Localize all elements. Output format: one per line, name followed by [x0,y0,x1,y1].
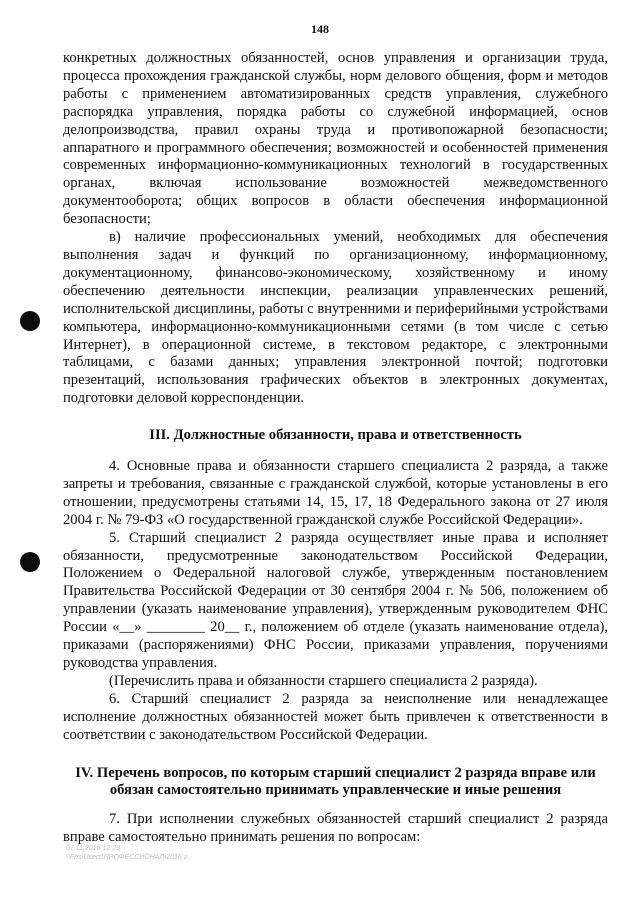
binder-hole-mark [20,552,40,572]
paragraph-item-v: в) наличие профессиональных умений, необходимых для обеспечения выполнения задач и функций по организационному, информационному, документационному, финансово-экономическому, хозяйственному и иному обеспечению деятельности инспекции, реализации управленческих решений, исполнительской дисциплины, работы с внутренними и периферийными устройствами компьютера, информационно-коммуникационными сетями (в том числе с сетью Интернет), в операционной системе, в текстовом редакторе, с электронными таблицами, с базами данных; управления электронной почтой; подготовки презентаций, использования графических объектов в электронных документах, подготовки деловой корреспонденции. [63,229,608,407]
paragraph-note: (Перечислить права и обязанности старшего специалиста 2 разряда). [109,672,538,689]
section-heading-iv-line1: IV. Перечень вопросов, по которым старший специалист 2 разряда вправе или [75,764,596,781]
paragraph-7: 7. При исполнении служебных обязанностей старший специалист 2 разряда вправе самостоятельно принимать решения по вопросам: [63,811,608,846]
paragraph-6: 6. Старший специалист 2 разряда за неисполнение или ненадлежащее исполнение должностных обязанностей может быть привлечен к ответственности в соответствии с законодательством Российской Федерации. [63,690,608,743]
document-body [63,50,608,847]
paragraph-continuation: конкретных должностных обязанностей, основ управления и организации труда, процесса прохождения гражданской службы, норм делового общения, форм и методов работы с применением автоматизированных средств управления, служебного распорядка управления, порядка работы со служебной информацией, основ делопроизводства, правил охраны труда и противопожарной безопасности; аппаратного и программного обеспечения; возможностей и особенностей применения современных информационно-коммуникационных технологий в государственных органах, включая использование возможностей межведомственного документооборота; общих вопросов в области обеспечения информационной безопасности; [63,50,608,228]
paragraph-5: 5. Старший специалист 2 разряда осуществляет иные права и исполняет обязанности, предусмотренные законодательством Российской Федерации, Положением о Федеральной налоговой службе, утвержденным постановлением Правительства Российской Федерации от 30 сентября 2004 г. № 506, положением об управлении (указать наименование управления), утвержденным руководителем ФНС России «__» ________ 20__ г., положением об отделе (указать наименование отдела), приказами (распоряжениями) ФНС России, приказами управления, поручениями руководства управления. [63,529,608,671]
paragraph-4: 4. Основные права и обязанности старшего специалиста 2 разряда, а также запреты и требования, связанные с гражданской службой, которые установлены в его отношении, предусмотрены статьями 14, 15, 17, 18 Федерального закона от 27 июля 2004 г. № 79-ФЗ «О государственной гражданской службе Российской Федерации». [63,458,608,528]
binder-hole-mark [20,311,40,331]
print-stamp-path: \\Fns\Users\ПРОФЕССИОНАЛ\2016 г. [66,854,190,861]
print-stamp-date: 07.11.2016 12:29 [66,845,120,852]
section-heading-iv-line2: обязан самостоятельно принимать управленческие и иные решения [109,782,562,799]
page-number: 148 [311,22,329,36]
section-heading-iv [63,765,608,801]
section-heading-iii: III. Должностные обязанности, права и ответственность [149,427,522,444]
